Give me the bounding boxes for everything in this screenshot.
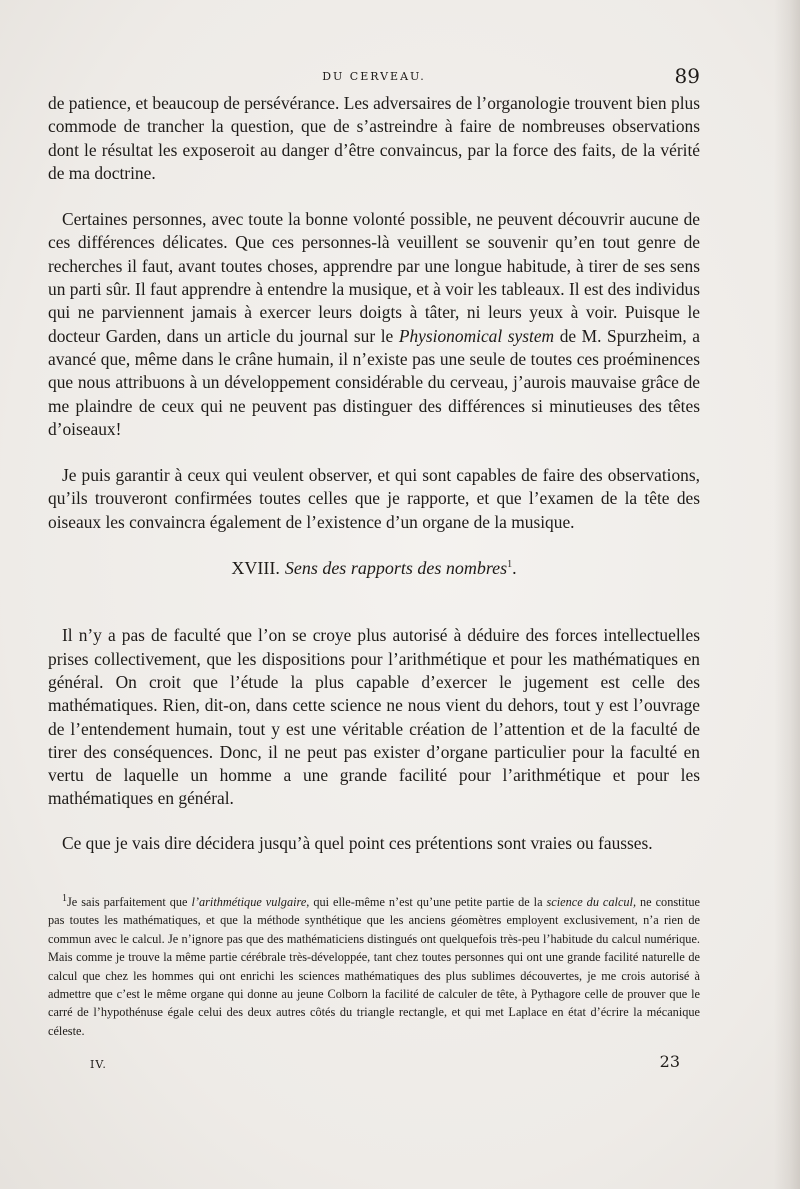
running-head: DU CERVEAU.	[322, 70, 426, 83]
paragraph-1: de patience, et beaucoup de persévérance. Les adversaires de l’organologie trouvent bien plus commode de trancher la question, que de s’astreindre à faire de nombreuses observations dont le résultat les exposeroit au danger d’être convaincus, par la force des faits, de la vérité de ma doctrine.	[48, 93, 700, 183]
footnote-italic-2: science du calcul,	[546, 895, 637, 909]
journal-title: Physionomical system	[398, 325, 555, 346]
page-number: 89	[674, 64, 700, 88]
page-header	[48, 66, 700, 90]
paragraph-3: Je puis garantir à ceux qui veulent observer, et qui sont capables de faire des observations, qu’ils trouveront confirmées toutes celles que je rapporte, et que l’examen de la tête des oiseaux les convaincra également de l’existence d’un organe de la musique.	[48, 465, 700, 532]
footnote-part-b: , qui elle-même n’est qu’une petite partie de la	[306, 895, 543, 909]
footnote-text	[48, 893, 700, 1040]
footnote-mark: 1	[62, 892, 67, 904]
section-title: Sens des rapports des nombres	[284, 558, 508, 579]
section-number: XVIII.	[231, 558, 280, 579]
body-text	[48, 92, 700, 855]
paragraph-2-part-b: de M. Spurzheim, a avancé que, même dans le crâne humain, il n’existe pas une seule de toutes ces proéminences que nous attribuons à un développement considérable du cerveau, j’aurois mauvaise grâce de me plaindre de ceux qui ne peuvent pas distinguer des différences si minutieuses des têtes d’oiseaux!	[48, 325, 700, 439]
footnote-italic-1: l’arithmétique vulgaire	[191, 895, 307, 909]
page-footer	[90, 1052, 680, 1076]
folio-number: 23	[659, 1052, 680, 1071]
paragraph-2-part-a: Certaines personnes, avec toute la bonne volonté possible, ne peuvent découvrir aucune de ces différences délicates. Que ces personnes-là veuillent se souvenir qu’en tout genre de recherches il faut, avant toutes choses, apprendre par une longue habitude, à tirer de ses sens un parti sûr. Il faut apprendre à entendre la musique, et à voir les tableaux. Il est des individus qui ne parviennent jamais à exercer leurs doigts à tâter, ni leurs yeux à voir. Puisque le docteur Garden, dans un article du journal sur le	[48, 209, 700, 346]
footnote-part-a: Je sais parfaitement que	[67, 895, 188, 909]
paragraph-5: Ce que je vais dire décidera jusqu’à quel point ces prétentions sont vraies ou fausses.	[62, 832, 653, 853]
signature-mark: IV.	[90, 1058, 107, 1071]
paragraph-4: Il n’y a pas de faculté que l’on se croye plus autorisé à déduire des forces intellectuelles prises collectivement, que les dispositions pour l’arithmétique et pour les mathématiques en général. On croit que l’étude la plus capable d’exercer le jugement est celle des mathématiques. Rien, dit-on, dans cette science ne nous vient du dehors, tout y est l’ouvrage de l’entendement humain, tout y est une véritable création de l’attention et de la faculté de tirer des conséquences. Donc, il ne peut pas exister d’organe particulier pour la faculté en vertu de laquelle un homme a une grande facilité pour l’arithmétique et pour les mathématiques en général.	[48, 625, 700, 809]
footnote	[48, 893, 700, 1040]
section-heading: XVIII. Sens des rapports des nombres$^1$.	[231, 558, 517, 579]
footnote-part-c: ne constitue pas toutes les mathématiques, et que la méthode synthétique que les anciens géomètres employent exclusivement, n’a rien de commun avec le calcul. Je n’ignore pas que des mathématiciens distingués ont quelquefois très-peu l’habitude du calcul numérique. Mais comme je trouve la même partie cérébrale très-développée, tant chez toutes personnes qui ont une grande facilité naturelle de calcul que chez les hommes qui ont enrichi les sciences mathématiques des plus sublimes découvertes, je me crois autorisé à admettre que c’est le même organe qui donne au jeune Colborn la facilité de calculer de tête, à Pythagore celle de prouver que le carré de l’hypothénuse égale celui des deux autres côtés du triangle rectangle, et qui met Laplace en état d’écrire la mécanique céleste.	[48, 895, 701, 1038]
paragraph-2	[48, 208, 700, 441]
footnote-reference: 1	[507, 559, 513, 571]
page-edge-shadow	[774, 0, 800, 1189]
